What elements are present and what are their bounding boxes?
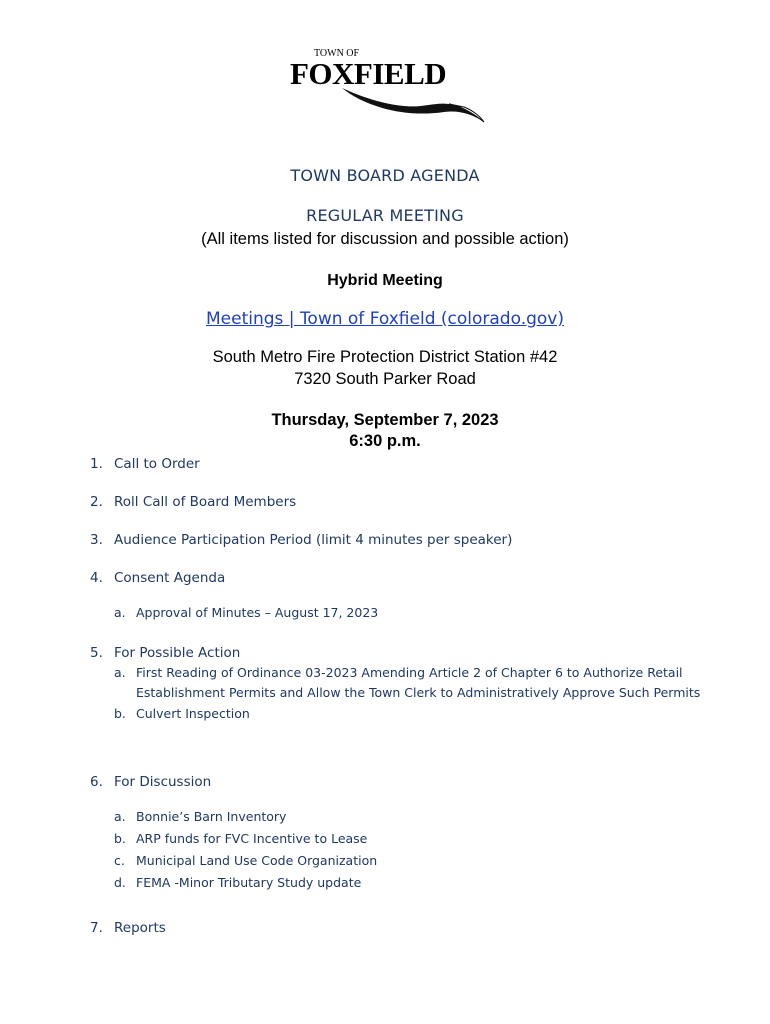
agenda-item-number: 1. — [90, 456, 103, 472]
agenda-subitem-line: Establishment Permits and Allow the Town Clerk to Administratively Approve Such Permits — [136, 685, 701, 700]
agenda-subitem-line: Bonnie’s Barn Inventory — [136, 809, 287, 824]
agenda-item-label: Audience Participation Period (limit 4 minutes per speaker) — [114, 532, 513, 548]
agenda-subitem-letter: b. — [114, 831, 126, 846]
agenda-subitem-label — [136, 603, 378, 623]
agenda-subitem-letter: a. — [114, 665, 126, 680]
agenda-subitem-letter: a. — [114, 605, 126, 620]
agenda-subitem-line: FEMA -Minor Tributary Study update — [136, 875, 362, 890]
agenda-subitem-label — [136, 663, 700, 703]
agenda-item-number: 5. — [90, 645, 103, 661]
town-logo — [284, 44, 490, 126]
meeting-date: Thursday, September 7, 2023 — [271, 411, 499, 429]
fox-tail-icon — [284, 44, 490, 126]
agenda-subitem-label — [136, 704, 250, 724]
agenda-subitem-line: Municipal Land Use Code Organization — [136, 853, 378, 868]
location-line-1: South Metro Fire Protection District Station #42 — [212, 348, 558, 366]
agenda-item-number: 6. — [90, 774, 103, 790]
agenda-subitem-letter: d. — [114, 875, 126, 890]
agenda-subitem-letter: b. — [114, 706, 126, 721]
agenda-item-number: 4. — [90, 570, 103, 586]
agenda-item-label: For Discussion — [114, 774, 212, 790]
agenda-subitem-label — [136, 873, 361, 893]
agenda-subitem-line: Approval of Minutes – August 17, 2023 — [136, 605, 379, 620]
agenda-item-label: Reports — [114, 920, 166, 936]
agenda-item-label: Call to Order — [114, 456, 200, 472]
meeting-format: Hybrid Meeting — [327, 272, 443, 289]
location-line-2: 7320 South Parker Road — [294, 370, 476, 388]
agenda-subitem-label — [136, 807, 286, 827]
agenda-subitem-label — [136, 829, 367, 849]
agenda-item-number: 3. — [90, 532, 103, 548]
agenda-item-number: 2. — [90, 494, 103, 510]
agenda-subitem-letter: c. — [114, 853, 125, 868]
agenda-subtitle: (All items listed for discussion and possible action) — [201, 230, 569, 248]
agenda-item-label: Roll Call of Board Members — [114, 494, 297, 510]
logo-small-text: TOWN OF — [314, 48, 360, 59]
agenda-title: TOWN BOARD AGENDA — [290, 166, 480, 185]
meeting-type: REGULAR MEETING — [306, 206, 464, 225]
agenda-item-label: Consent Agenda — [114, 570, 226, 586]
agenda-item-number: 7. — [90, 920, 103, 936]
agenda-subitem-line: First Reading of Ordinance 03-2023 Amending Article 2 of Chapter 6 to Authorize Retail — [136, 665, 683, 680]
agenda-subitem-line: ARP funds for FVC Incentive to Lease — [136, 831, 368, 846]
meeting-time: 6:30 p.m. — [349, 432, 421, 450]
logo-big-text: FOXFIELD — [290, 56, 447, 91]
agenda-item-label: For Possible Action — [114, 645, 241, 661]
agenda-subitem-letter: a. — [114, 809, 126, 824]
meetings-link[interactable]: Meetings | Town of Foxfield (colorado.gov) — [206, 309, 564, 329]
agenda-subitem-label — [136, 851, 377, 871]
agenda-subitem-line: Culvert Inspection — [136, 706, 250, 721]
